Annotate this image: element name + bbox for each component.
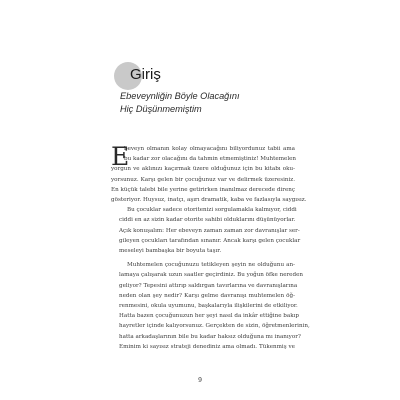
text-line: bu kadar zor olacağını da tahmin etmemiştiniz! Muhtemelen bbox=[124, 156, 297, 163]
text-line: Açık konuşalım: Her ebeveyn zaman zaman zor davranışlar ser- bbox=[119, 227, 300, 234]
text-line: renmesini, okula uyumunu, başkalarıyla ilişkilerini de etkiliyor. bbox=[119, 303, 298, 310]
chapter-subtitle bbox=[120, 90, 240, 115]
body-text bbox=[111, 144, 310, 352]
paragraph-2 bbox=[111, 205, 301, 256]
subtitle-line: Ebeveynliğin Böyle Olacağını bbox=[120, 91, 240, 101]
text-line: gösteriyor. Huysuz, inatçı, aşırı dramatik, kaba ve fazlasıyla saygısız. bbox=[111, 197, 307, 204]
text-line: meseleyi bambaşka bir boyuta taşır. bbox=[119, 248, 222, 255]
text-line: ciddi en az sizin kadar otorite sahibi olduklarını düşünüyorlar. bbox=[119, 217, 296, 224]
paragraph-3 bbox=[111, 260, 310, 352]
text-line: En küçük talebi bile yerine getirirken inanılmaz derecede direnç bbox=[111, 186, 295, 193]
drop-cap: E bbox=[111, 142, 130, 171]
text-line: geliyor? Tepesini attırıp saldırgan tavırlarına ve davranışlarına bbox=[119, 282, 298, 289]
text-line: yorgun ve aklınızı kaçırmak üzere olduğunuz için bu kitabı oku- bbox=[111, 166, 295, 173]
text-line: hayretler içinde kalıyorsunuz. Gerçekten de sizin, öğretmenlerinin, bbox=[119, 323, 310, 330]
text-line: Muhtemelen çocuğunuzu tetikleyen şeyin ne olduğunu an- bbox=[127, 262, 295, 269]
subtitle-line: Hiç Düşünmemiştim bbox=[120, 103, 202, 114]
text-line: Bu çocuklar sadece otoritenizi sorgulamakla kalmıyor, ciddi bbox=[127, 207, 297, 214]
text-line: Hatta bazen çocuğunuzun her şeyi nasıl da inkâr ettiğine bakıp bbox=[119, 313, 299, 320]
text-line: Eminim ki sayısız strateji denediniz ama olmadı. Tükenmiş ve bbox=[119, 343, 295, 350]
page-number: 9 bbox=[198, 377, 202, 384]
text-line: gileyen çocukları tarafından sınanır. Ancak karşı gelen çocuklar bbox=[119, 237, 301, 244]
text-line: neden olan şey nedir? Karşı gelme davranışı muhtemelen öğ- bbox=[119, 292, 295, 299]
text-line: hatta arkadaşlarının bile bu kadar haksız olduğuna mı inanıyor? bbox=[119, 333, 301, 340]
chapter-title: Giriş bbox=[130, 66, 161, 83]
paragraph-1 bbox=[111, 144, 307, 205]
text-line: lamaya çalışarak uzun saatler geçirdiniz. Bu yoğun öfke nereden bbox=[119, 272, 303, 279]
text-line: beveyn olmanın kolay olmayacağını biliyordunuz tabii ama bbox=[124, 146, 295, 152]
text-line: yorsunuz. Karşı gelen bir çocuğunuz var ve delirmek üzeresiniz. bbox=[111, 176, 295, 183]
